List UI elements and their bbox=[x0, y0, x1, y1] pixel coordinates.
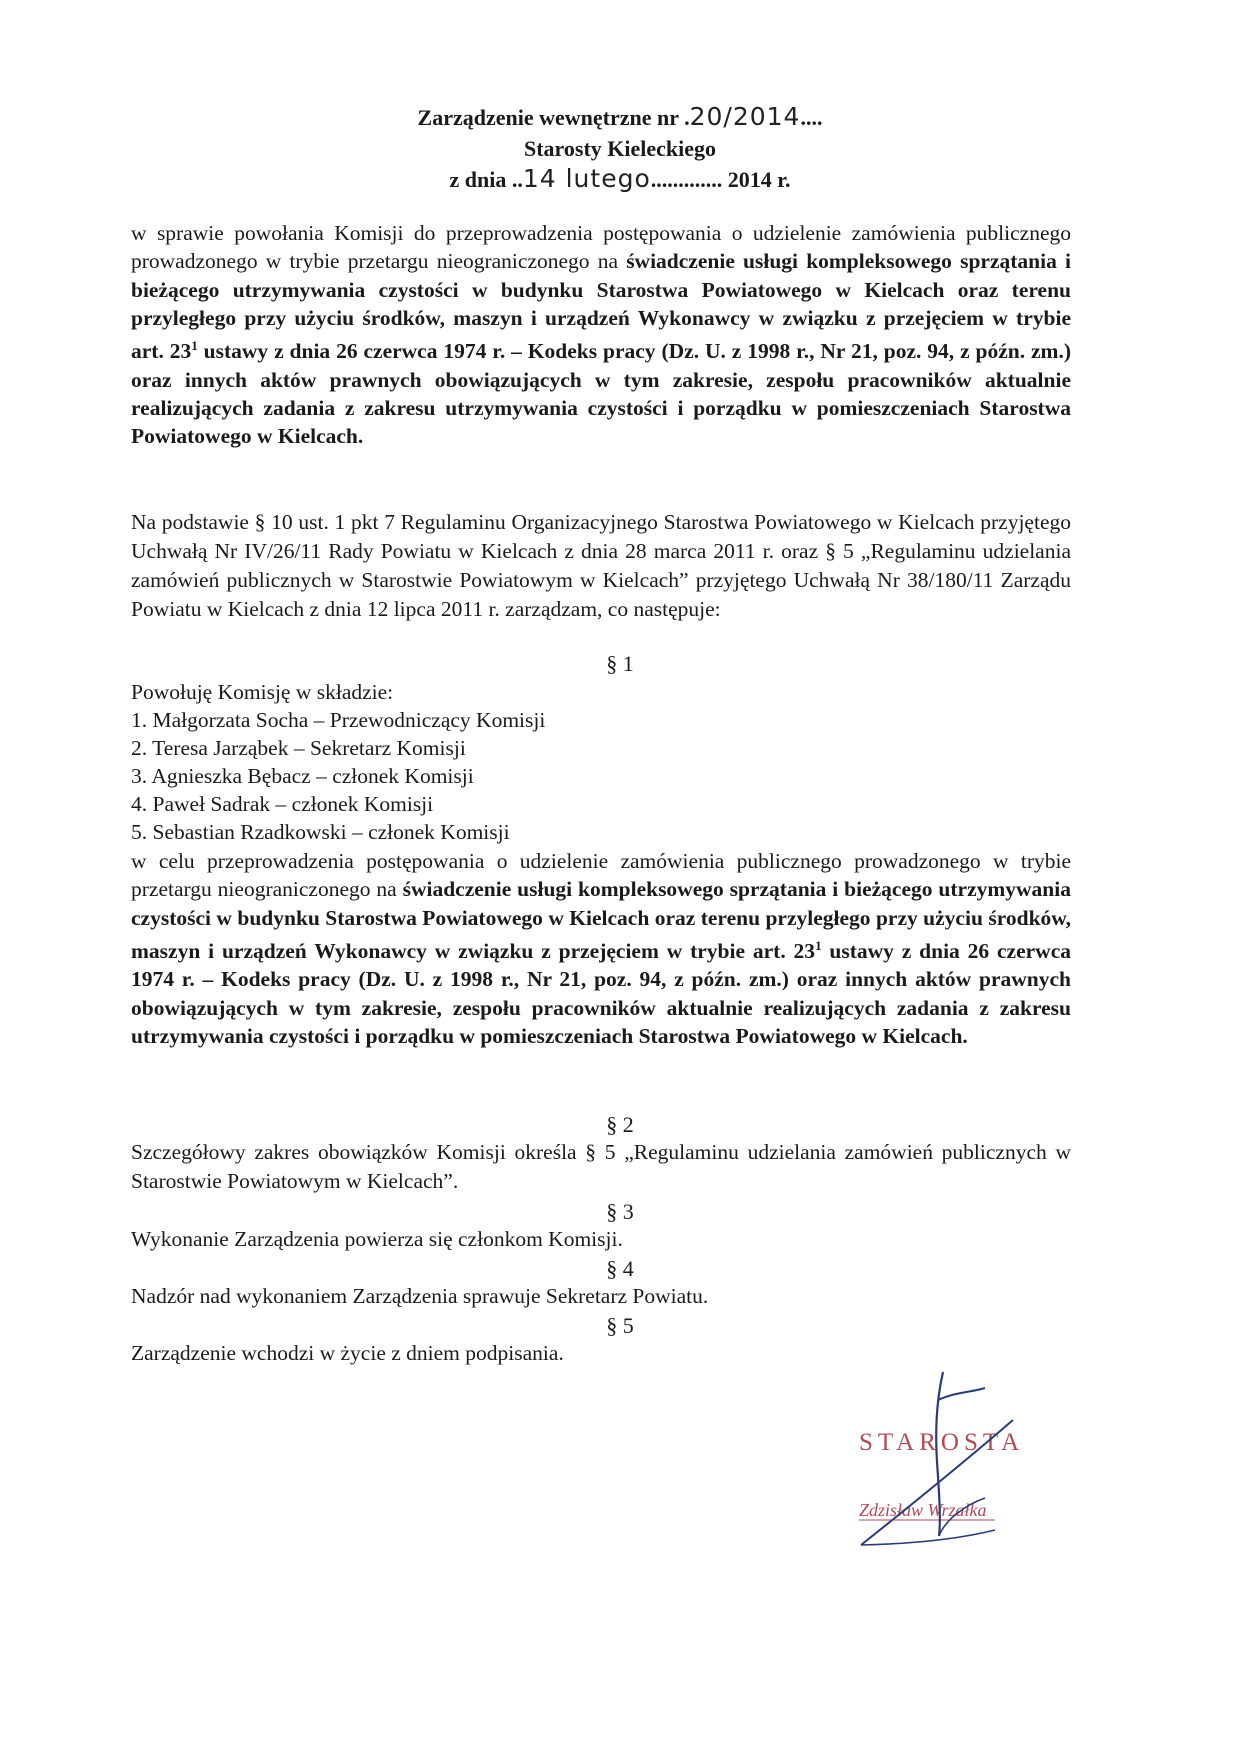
subject-text: w sprawie powołania Komisji do przeprowadzenia postępowania o udzielenie zamówienia publicznego prowadzonego w trybie przetargu nieograniczonego na bbox=[131, 221, 1071, 274]
subject-superscript: 1 bbox=[191, 338, 198, 354]
appoint-text: Powołuję Komisję w składzie: bbox=[131, 680, 394, 704]
section-1-heading: § 1 bbox=[606, 651, 634, 676]
date-prefix: z dnia .. bbox=[449, 167, 523, 192]
list-item: 5. Sebastian Rzadkowski – członek Komisji bbox=[131, 820, 510, 844]
signature-stroke bbox=[938, 1388, 985, 1400]
legal-basis-paragraph: Na podstawie § 10 ust. 1 pkt 7 Regulaminu Organizacyjnego Starostwa Powiatowego w Kielcach przyjętego Uchwałą Nr IV/26/11 Rady Powiatu w Kielcach z dnia 28 marca 2011 r. oraz § 5 „Regulaminu udzielania zamówień publicznych w Starostwie Powiatowym w Kielcach” przyjętego Uchwałą Nr 38/180/11 Zarządu Powiatu w Kielcach z dnia 12 lipca 2011 r. zarządzam, co następuje: bbox=[131, 510, 1071, 621]
document-date bbox=[0, 164, 1240, 195]
date-suffix: ............. 2014 r. bbox=[650, 167, 791, 192]
purpose-paragraph bbox=[131, 847, 1071, 1050]
section-3-heading: § 3 bbox=[606, 1199, 634, 1224]
official-stamp-signature bbox=[845, 1370, 1045, 1550]
section-5-heading: § 5 bbox=[606, 1313, 634, 1338]
purpose-superscript: 1 bbox=[815, 937, 822, 953]
handwritten-number: 20/2014 bbox=[689, 102, 801, 131]
document-title bbox=[0, 102, 1240, 133]
subject-bold-text: świadczenie usługi kompleksowego sprzątania i bieżącego utrzymywania czystości w budynku Starostwa Powiatowego w Kielcach oraz terenu przyległego przy użyciu środków, maszyn i urządzeń Wykonawcy w związku z przejęciem w trybie art. 23 bbox=[131, 249, 1071, 364]
section-4-heading: § 4 bbox=[606, 1256, 634, 1281]
section-3-text: Wykonanie Zarządzenia powierza się członkom Komisji. bbox=[131, 1227, 623, 1251]
purpose-text: w celu przeprowadzenia postępowania o udzielenie zamówienia publicznego prowadzonego w trybie przetargu nieograniczonego na bbox=[131, 849, 1071, 902]
purpose-bold-text: świadczenie usługi kompleksowego sprzątania i bieżącego utrzymywania czystości w budynku Starostwa Powiatowego w Kielcach oraz terenu przyległego przy użyciu środków, maszyn i urządzeń Wykonawcy w związku z przejęciem w trybie art. 23 bbox=[131, 877, 1071, 964]
list-item: 1. Małgorzata Socha – Przewodniczący Komisji bbox=[131, 708, 546, 732]
signature-stroke bbox=[861, 1530, 995, 1545]
subject-paragraph bbox=[131, 219, 1071, 451]
list-item: 2. Teresa Jarząbek – Sekretarz Komisji bbox=[131, 736, 466, 760]
section-2-text: Szczegółowy zakres obowiązków Komisji określa § 5 „Regulaminu udzielania zamówień publicznych w Starostwie Powiatowym w Kielcach”. bbox=[131, 1140, 1071, 1193]
section-2-heading: § 2 bbox=[606, 1112, 634, 1137]
handwritten-date: 14 lutego bbox=[522, 164, 651, 193]
title-suffix: .... bbox=[800, 105, 823, 130]
section-5-text: Zarządzenie wchodzi w życie z dniem podpisania. bbox=[131, 1341, 564, 1365]
list-item: 3. Agnieszka Bębacz – członek Komisji bbox=[131, 764, 474, 788]
purpose-bold-text-2: ustawy z dnia 26 czerwca 1974 r. – Kodeks pracy (Dz. U. z 1998 r., Nr 21, poz. 94, z późn. zm.) oraz innych aktów prawnych obowiązujących w tym zakresie, zespołu pracowników aktualnie realizujących zadania z zakresu utrzymywania czystości i porządku w pomieszczeniach Starostwa Powiatowego w Kielcach. bbox=[131, 939, 1071, 1048]
stamp-name: Zdzisław Wrzałka bbox=[859, 1500, 987, 1520]
stamp-title: STAROSTA bbox=[859, 1429, 1025, 1456]
document-issuer: Starosty Kieleckiego bbox=[523, 136, 717, 161]
subject-bold-text-2: ustawy z dnia 26 czerwca 1974 r. – Kodeks pracy (Dz. U. z 1998 r., Nr 21, poz. 94, z późn. zm.) oraz innych aktów prawnych obowiązujących w tym zakresie, zespołu pracowników aktualnie realizujących zadania z zakresu utrzymywania czystości i porządku w pomieszczeniach Starostwa Powiatowego w Kielcach. bbox=[131, 339, 1071, 449]
section-4-text: Nadzór nad wykonaniem Zarządzenia sprawuje Sekretarz Powiatu. bbox=[131, 1284, 709, 1308]
title-prefix: Zarządzenie wewnętrzne nr . bbox=[417, 105, 690, 130]
list-item: 4. Paweł Sadrak – członek Komisji bbox=[131, 792, 434, 816]
